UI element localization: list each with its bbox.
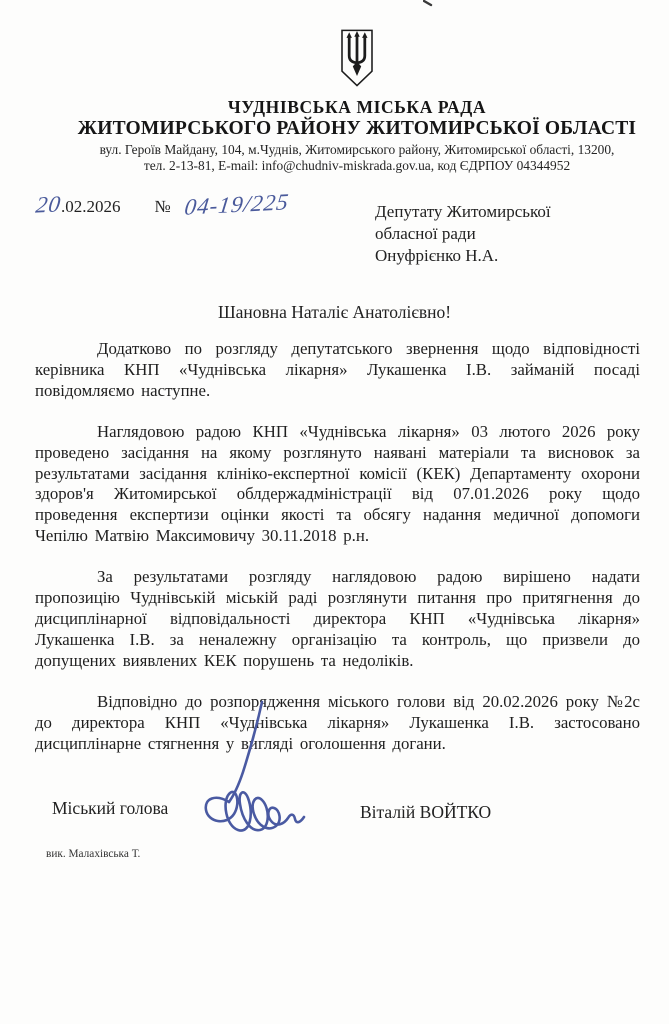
addressee-line3: Онуфрієнко Н.А. (375, 246, 499, 265)
addressee-line1: Депутату Житомирської (375, 202, 551, 221)
letter-body (35, 339, 640, 774)
signer-name: Віталій ВОЙТКО (360, 802, 492, 822)
reference-line (34, 189, 291, 220)
addressee-block (375, 201, 551, 267)
pen-tick-mark (423, 0, 433, 7)
paragraph-3: За результатами розгляду наглядовою радою вирішено надати пропозицію Чуднівській міській раді розглянути питання про притягнення до дисциплінарної відповідальності директора КНП «Чуднівська лікарня» Лукашенка І.В. за неналежну організацію та контроль, що призвели до допущених виявлених КЕК порушень та недоліків. (35, 567, 640, 670)
handwritten-signature (198, 700, 318, 845)
handwritten-date-day: 20 (34, 191, 63, 218)
typed-date: .02.2026 (61, 197, 121, 216)
addressee-line2: обласної ради (375, 224, 476, 243)
ukraine-trident-emblem-icon (339, 28, 375, 88)
org-name-line1: ЧУДНІВСЬКА МІСЬКА РАДА (227, 97, 487, 117)
paragraph-4: Відповідно до розпорядження міського голови від 20.02.2026 року №2с до директора КНП «Чуднівська лікарня» Лукашенка І.В. застосовано дисциплінарне стягнення у вигляді оголошення догани. (35, 691, 640, 753)
org-name-line2: ЖИТОМИРСЬКОГО РАЙОНУ ЖИТОМИРСЬКОЇ ОБЛАСТІ (77, 118, 637, 139)
org-address-line1: вул. Героїв Майдану, 104, м.Чуднів, Житомирського району, Житомирської області, 13200, (99, 142, 615, 157)
salutation: Шановна Наталіє Анатолієвно! (217, 302, 452, 322)
org-address-line2: тел. 2-13-81, E-mail: info@chudniv-miskrada.gov.ua, код ЄДРПОУ 04344952 (143, 158, 571, 174)
paragraph-2: Наглядовою радою КНП «Чуднівська лікарня» 03 лютого 2026 року проведено засідання на якому розглянуто наявані матеріали та висновок за результатами засідання клініко-експертної комісії (КЕК) Департаменту охорони здоров'я Житомирської облдержадміністрації від 07.01.2026 року щодо проведення експертизи оцінки якості та обсягу надання медичної допомоги Чепілю Матвію Максимовичу 30.11.2018 р.н. (35, 421, 640, 546)
executor-note: вик. Малахівська Т. (46, 848, 141, 860)
handwritten-ref-number: 04-19/225 (182, 189, 291, 220)
letterhead (45, 28, 669, 174)
paragraph-1: Додатково по розгляду депутатського звернення щодо відповідності керівника КНП «Чуднівська лікарня» Лукашенка І.В. займаній посаді повідомляємо наступне. (35, 339, 640, 400)
signer-position-title: Міський голова (52, 798, 169, 818)
number-sign-label: № (154, 197, 171, 216)
